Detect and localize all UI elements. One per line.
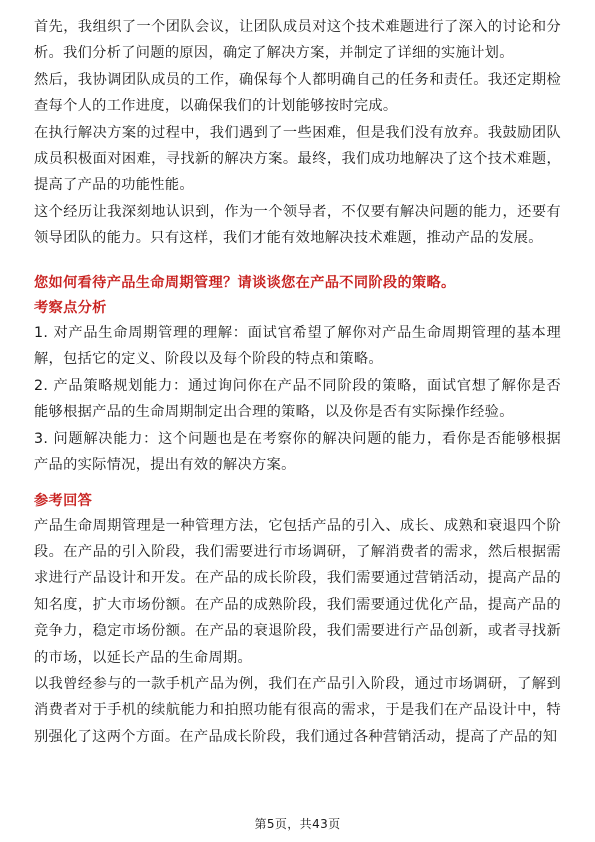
document-body	[34, 14, 561, 750]
analysis-item: 3. 问题解决能力：这个问题也是在考察你的解决问题的能力，看你是否能够根据产品的实际情况，提出有效的解决方案。	[34, 430, 561, 474]
intro-paragraph: 然后，我协调团队成员的工作，确保每个人都明确自己的任务和责任。我还定期检查每个人的工作进度，以确保我们的计划能够按时完成。	[34, 71, 561, 115]
analysis-item: 1. 对产品生命周期管理的理解：面试官希望了解你对产品生命周期管理的基本理解，包括它的定义、阶段以及每个阶段的特点和策略。	[34, 325, 561, 368]
answer-paragraph: 产品生命周期管理是一种管理方法，它包括产品的引入、成长、成熟和衰退四个阶段。在产品的引入阶段，我们需要进行市场调研，了解消费者的需求，然后根据需求进行产品设计和开发。在产品的成长阶段，我们需要通过营销活动，提高产品的知名度，扩大市场份额。在产品的成熟阶段，我们需要通过优化产品，提高产品的竞争力，稳定市场份额。在产品的衰退阶段，我们需要进行产品创新，或者寻找新的市场，以延长产品的生命周期。	[34, 517, 561, 666]
intro-paragraph: 这个经历让我深刻地认识到，作为一个领导者，不仅要有解决问题的能力，还要有领导团队的能力。只有这样，我们才能有效地解决技术难题，推动产品的发展。	[34, 203, 561, 247]
analysis-heading: 考察点分析	[34, 300, 107, 317]
intro-paragraph: 在执行解决方案的过程中，我们遇到了一些困难，但是我们没有放弃。我鼓励团队成员积极面对困难，寻找新的解决方案。最终，我们成功地解决了这个技术难题，提高了产品的功能性能。	[34, 124, 561, 194]
analysis-item: 2. 产品策略规划能力：通过询问你在产品不同阶段的策略，面试官想了解你是否能够根据产品的生命周期制定出合理的策略，以及你是否有实际操作经验。	[34, 377, 561, 421]
page-number: 第5页，共43页	[254, 817, 341, 831]
question-title: 您如何看待产品生命周期管理？请谈谈您在产品不同阶段的策略。	[34, 274, 456, 291]
answer-heading: 参考回答	[34, 492, 93, 509]
answer-paragraph: 以我曾经参与的一款手机产品为例，我们在产品引入阶段，通过市场调研，了解到消费者对于手机的续航能力和拍照功能有很高的需求，于是我们在产品设计中，特别强化了这两个方面。在产品成长阶段，我们通过各种营销活动，提高了产品的知	[34, 675, 561, 745]
intro-paragraph: 首先，我组织了一个团队会议，让团队成员对这个技术难题进行了深入的讨论和分析。我们分析了问题的原因，确定了解决方案，并制定了详细的实施计划。	[34, 19, 561, 62]
